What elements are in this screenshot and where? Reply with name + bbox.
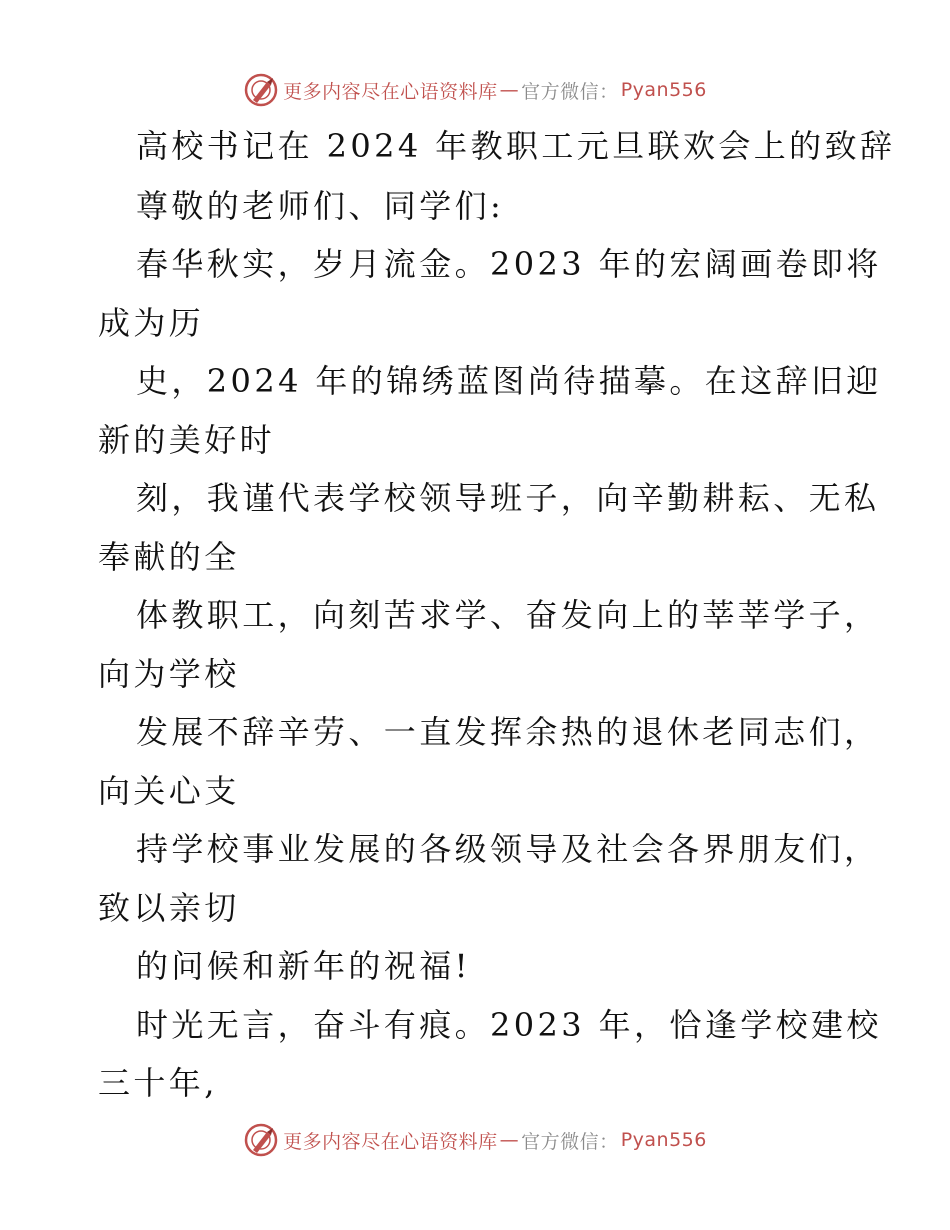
text-line: 向为学校 bbox=[98, 655, 240, 693]
text-line: 三十年, bbox=[98, 1064, 218, 1102]
pen-logo-icon bbox=[243, 1122, 279, 1158]
footer-watermark bbox=[0, 1120, 950, 1160]
watermark-dash: — bbox=[499, 1129, 520, 1151]
text-line: 向关心支 bbox=[98, 772, 240, 810]
text-line: 致以亲切 bbox=[98, 889, 240, 927]
text-line: 体教职工，向刻苦求学、奋发向上的莘莘学子， bbox=[136, 596, 880, 634]
text-line: 持学校事业发展的各级领导及社会各界朋友们， bbox=[136, 830, 880, 868]
text-line: 史，2024 年的锦绣蓝图尚待描摹。在这辞旧迎 bbox=[136, 362, 882, 400]
text-line: 发展不辞辛劳、一直发挥余热的退休老同志们， bbox=[136, 713, 880, 751]
watermark-brand: 更多内容尽在心语资料库 bbox=[283, 1130, 498, 1153]
text-line: 春华秋实，岁月流金。2023 年的宏阔画卷即将 bbox=[136, 245, 882, 283]
salutation: 尊敬的老师们、同学们: bbox=[136, 187, 505, 225]
text-line: 的问候和新年的祝福! bbox=[136, 947, 471, 985]
watermark-wechat-id: Pyan556 bbox=[620, 1129, 707, 1151]
pen-logo-icon bbox=[243, 72, 279, 108]
text-line: 奉献的全 bbox=[98, 538, 240, 576]
watermark-brand: 更多内容尽在心语资料库 bbox=[283, 80, 498, 103]
text-line: 成为历 bbox=[98, 304, 205, 342]
watermark-label: 官方微信： bbox=[521, 80, 619, 103]
document-title: 高校书记在 2024 年教职工元旦联欢会上的致辞 bbox=[136, 127, 896, 165]
text-line: 新的美好时 bbox=[98, 421, 276, 459]
watermark-wechat-id: Pyan556 bbox=[620, 79, 707, 101]
header-watermark bbox=[0, 70, 950, 110]
text-line: 时光无言，奋斗有痕。2023 年，恰逢学校建校 bbox=[136, 1006, 882, 1044]
watermark-dash: — bbox=[499, 79, 520, 101]
text-line: 刻，我谨代表学校领导班子，向辛勤耕耘、无私 bbox=[136, 479, 880, 517]
watermark-label: 官方微信： bbox=[521, 1130, 619, 1153]
